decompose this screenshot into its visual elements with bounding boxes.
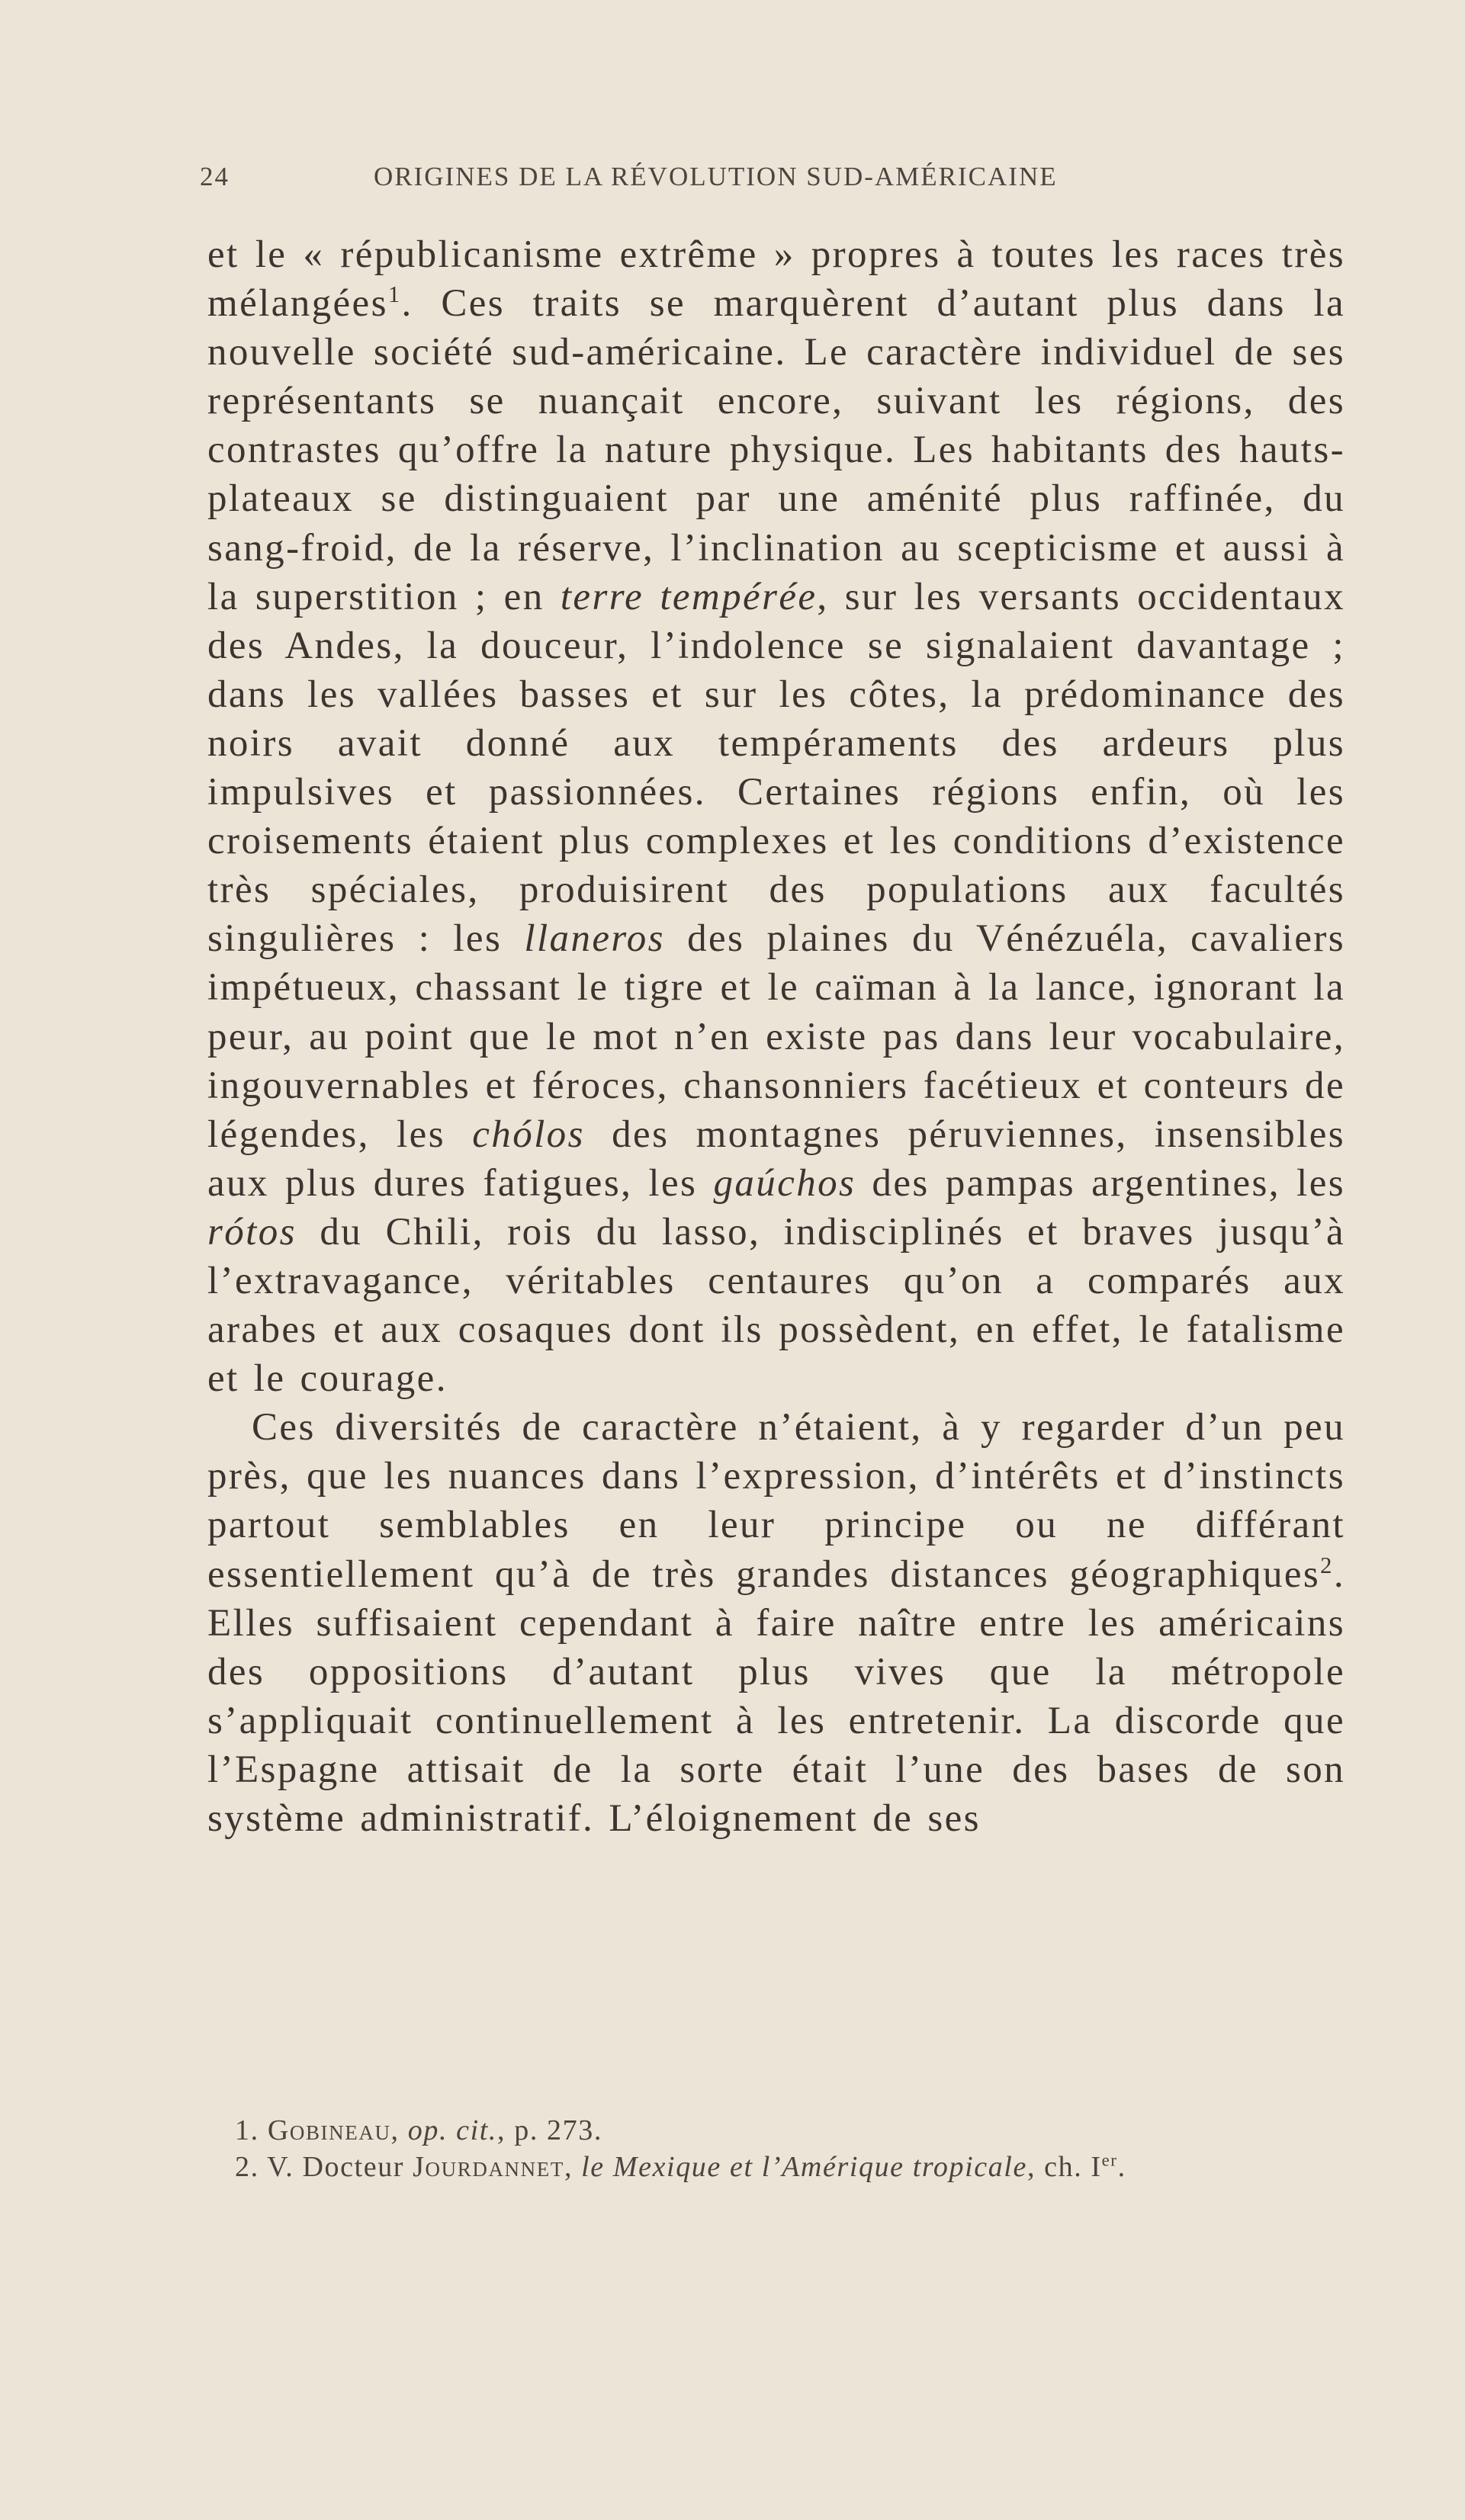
page-number: 24 bbox=[200, 162, 230, 191]
author-name: Gobineau bbox=[267, 2114, 391, 2146]
note-marker: 1 bbox=[387, 281, 402, 308]
italic-text: llaneros bbox=[524, 917, 665, 961]
note-marker: 2 bbox=[1320, 1552, 1334, 1578]
italic-text: rótos bbox=[207, 1210, 297, 1254]
author-name: Jourdannet bbox=[413, 2151, 564, 2183]
running-header bbox=[200, 162, 1344, 192]
running-title: ORIGINES DE LA RÉVOLUTION SUD-AMÉRICAINE bbox=[374, 162, 1058, 191]
italic-text: terre tempérée bbox=[560, 575, 818, 618]
body-text bbox=[207, 230, 1345, 1843]
paragraph-1: et le « républicanisme extrême » propres à toutes les races très mélangées$^1$. Ces traits se marquèrent d’autant plus dans la nouvelle société sud-américaine. Le caractère individuel de ses représentants se nuançait encore, suivant les régions, des contrastes qu’offre la nature physique. Les habitants des hauts-plateaux se distinguaient par une aménité plus raffinée, du sang-froid, de la réserve, l’inclination au scepticisme et aussi à la superstition ; en terre tempérée, sur les versants occidentaux des Andes, la douceur, l’indolence se signalaient davantage ; dans les vallées basses et sur les côtes, la prédominance des noirs avait donné aux tempéraments des ardeurs plus impulsives et passionnées. Certaines régions enfin, où les croisements étaient plus complexes et les conditions d’existence très spéciales, produisirent des populations aux facultés singulières : les llaneros des plaines du Vénézuéla, cavaliers impétueux, chassant le tigre et le caïman à la lance, ignorant la peur, au point que le mot n’en existe pas dans leur vocabulaire, ingouvernables et féroces, chansonniers facétieux et conteurs de légendes, les chólos des montagnes péruviennes, insensibles aux plus dures fatigues, les gaúchos des pampas argentines, les rótos du Chili, rois du lasso, indisciplinés et braves jusqu’à l’extravagance, véritables centaures qu’on a comparés aux arabes et aux cosaques dont ils possèdent, en effet, le fatalisme et le courage. bbox=[207, 233, 1345, 1401]
note-marker: er bbox=[1101, 2150, 1118, 2170]
footnote-2: 2. V. Docteur Jourdannet, le Mexique et l’Amérique tropicale, ch. Ier. bbox=[235, 2150, 1126, 2183]
italic-text: le Mexique et l’Amérique tropicale bbox=[581, 2151, 1027, 2183]
italic-text: chólos bbox=[472, 1112, 585, 1156]
paragraph-2: Ces diversités de caractère n’étaient, à y regarder d’un peu près, que les nuances dans l’expression, d’intérêts et d’instincts partout semblables en leur principe ou ne différant essentiellement qu’à de très grandes distances géographiques$^2$. Elles suffisaient cependant à faire naître entre les américains des oppositions d’autant plus vives que la métropole s’appliquait continuellement à les entretenir. La discorde que l’Espagne attisait de la sorte était l’une des bases de son système administratif. L’éloignement de ses bbox=[207, 1406, 1345, 1840]
italic-text: gaúchos bbox=[713, 1161, 856, 1205]
footnotes bbox=[207, 2112, 1345, 2185]
footnote-1: 1. Gobineau, op. cit., p. 273. bbox=[235, 2114, 602, 2146]
italic-text: op. cit. bbox=[407, 2114, 498, 2146]
